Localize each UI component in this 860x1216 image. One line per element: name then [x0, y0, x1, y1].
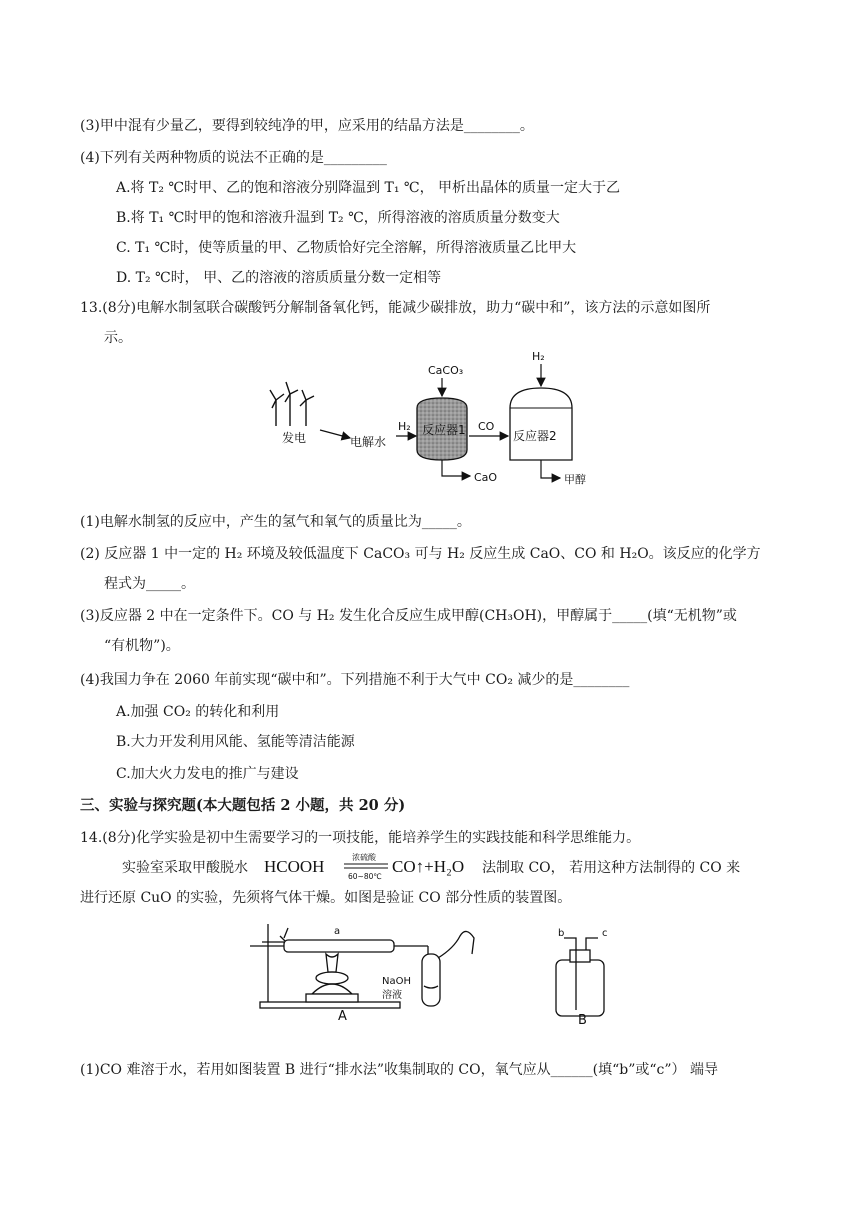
- q14-line3: 进行还原 CuO 的实验，先须将气体干燥。如图是验证 CO 部分性质的装置图。: [80, 890, 572, 906]
- q14-line2-start: 实验室采取甲酸脱水: [122, 860, 248, 876]
- q13-part3-line2: “有机物”)。: [104, 638, 180, 654]
- caco3-label: CaCO₃: [428, 364, 464, 377]
- section-3-heading: 三、实验与探究题(本大题包括 2 小题，共 20 分): [80, 797, 406, 814]
- power-label: 发电: [282, 431, 307, 445]
- apparatus-a-label: A: [338, 1009, 347, 1024]
- equation-products: CO↑+H₂O: [392, 857, 465, 876]
- q14-apparatus-diagram: [240, 914, 650, 1024]
- equation-reactant: HCOOH: [264, 857, 325, 876]
- electrolysis-label: 电解水: [350, 435, 387, 449]
- wind-turbine-icon: [270, 382, 314, 426]
- q13-part3-line1: (3)反应器 2 中在一定条件下。CO 与 H₂ 发生化合反应生成甲醇(CH₃OH)，甲醇属于_____(填“无机物”或: [80, 608, 737, 624]
- q12-option-c: C. T₁ ℃时，使等质量的甲、乙物质恰好完全溶解，所得溶液质量乙比甲大: [116, 240, 577, 256]
- q13-part2-line2: 程式为_____。: [104, 576, 195, 592]
- q13-part2-line1: (2) 反应器 1 中一定的 H₂ 环境及较低温度下 CaCO₃ 可与 H₂ 反应生成 CaO、CO 和 H₂O。该反应的化学方: [80, 546, 761, 562]
- reactor-2: [510, 388, 572, 460]
- q13-stem-line1: 13.(8分)电解水制氢联合碳酸钙分解制备氧化钙，能减少碳排放，助力“碳中和”，该方法的示意如图所: [80, 300, 711, 316]
- q13-option-c: C.加大火力发电的推广与建设: [116, 766, 299, 782]
- q13-part4: (4)我国力争在 2060 年前实现“碳中和”。下列措施不利于大气中 CO₂ 减少的是________: [80, 672, 630, 688]
- q14-line2-end: 法制取 CO， 若用这种方法制得的 CO 来: [482, 860, 741, 876]
- reaction-equation: [264, 850, 478, 882]
- methanol-label: 甲醇: [564, 473, 586, 486]
- label-a-lower: a: [334, 926, 341, 937]
- reactor-2-label: 反应器2: [513, 429, 557, 443]
- q12-part3: (3)甲中混有少量乙，要得到较纯净的甲，应采用的结晶方法是________。: [80, 118, 534, 134]
- q12-option-d: D. T₂ ℃时， 甲、乙的溶液的溶质质量分数一定相等: [116, 270, 442, 286]
- port-b-label: b: [558, 928, 565, 939]
- port-c-label: c: [602, 928, 608, 939]
- naoh-label: NaOH: [382, 976, 411, 987]
- q12-option-a: A.将 T₂ ℃时甲、乙的饱和溶液分别降温到 T₁ ℃， 甲析出晶体的质量一定大于乙: [116, 180, 621, 196]
- equation-catalyst: 浓硫酸: [352, 853, 376, 862]
- reactor-1-label: 反应器1: [422, 423, 466, 437]
- q14-part1: (1)CO 难溶于水，若用如图装置 B 进行“排水法”收集制取的 CO，氧气应从______(填“b”或“c”） 端导: [80, 1062, 718, 1078]
- q12-option-b: B.将 T₁ ℃时甲的饱和溶液升温到 T₂ ℃，所得溶液的溶质质量分数变大: [116, 210, 560, 226]
- equation-condition: 60~80℃: [348, 872, 382, 881]
- apparatus-b-label: B: [578, 1013, 587, 1024]
- q13-part1: (1)电解水制氢的反应中，产生的氢气和氧气的质量比为_____。: [80, 514, 471, 530]
- q14-stem: 14.(8分)化学实验是初中生需要学习的一项技能，能培养学生的实践技能和科学思维能力。: [80, 830, 641, 846]
- solution-label: 溶液: [382, 990, 402, 1001]
- q12-part4: (4)下列有关两种物质的说法不正确的是_________: [80, 150, 387, 166]
- q13-option-b: B.大力开发利用风能、氢能等清洁能源: [116, 734, 355, 750]
- q13-option-a: A.加强 CO₂ 的转化和利用: [116, 704, 280, 720]
- co-label: CO: [478, 420, 495, 433]
- q13-stem-line2: 示。: [104, 330, 132, 346]
- h2-top-label: H₂: [532, 350, 545, 363]
- h2-label: H₂: [398, 420, 411, 433]
- cao-label: CaO: [474, 471, 498, 484]
- q13-process-diagram: [260, 350, 600, 496]
